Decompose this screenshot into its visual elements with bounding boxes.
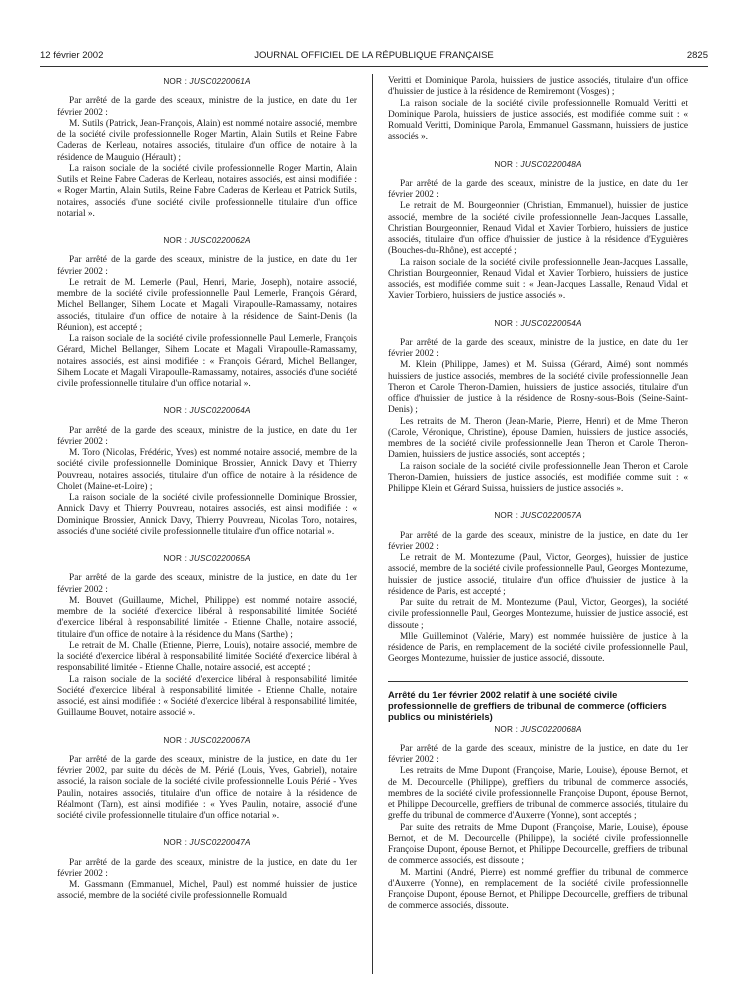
nor-reference	[57, 76, 357, 87]
nor-code: JUSC0220054A	[520, 318, 582, 328]
decree-paragraph: La raison sociale de la société civile professionnelle Roger Martin, Alain Sutils et Reine Fabre Caderas de Kerleau, notaires associés, est ainsi modifiée : « Roger Martin, Alain Sutils, Reine Fabre Caderas de Kerleau et Patrick Sutils, notaires, associés d'une société civile professionnelle titulaire d'un office notarial ».	[57, 163, 357, 219]
nor-label: NOR :	[163, 406, 188, 416]
decree-notice	[57, 837, 357, 902]
decree-notice	[388, 159, 688, 303]
nor-label: NOR :	[494, 511, 519, 521]
decree-paragraph: Par arrêté de la garde des sceaux, ministre de la justice, en date du 1er février 2002 :	[57, 255, 357, 277]
nor-reference	[57, 837, 357, 848]
nor-label: NOR :	[163, 838, 188, 848]
nor-label: NOR :	[163, 554, 188, 563]
nor-label: NOR :	[163, 735, 188, 745]
decree-paragraph: Mlle Guilleminot (Valérie, Mary) est nommée huissière de justice à la résidence de Paris, en remplacement de la société civile professionnelle Paul, Georges Montezume, huissier de justice associé, dissoute.	[388, 631, 688, 665]
nor-reference	[57, 235, 357, 246]
nor-reference	[57, 553, 357, 564]
right-column	[388, 76, 688, 928]
decree-paragraph: Le retrait de M. Bourgeonnier (Christian, Emmanuel), huissier de justice associé, membre de la société civile professionnelle Jean-Jacques Lassalle, Christian Bourgeonnier, Renaud Vidal et Xavier Torbiero, huissiers de justice associés, titulaire d'un office d'huissier de justice à la résidence d'Eyguières (Bouches-du-Rhône), est accepté ;	[388, 201, 688, 257]
decree-paragraph: La raison sociale de la société civile professionnelle Paul Lemerle, François Gérard, Michel Bellanger, Sihem Locate et Magali Virapoulle-Ramassamy, notaires associés, est ainsi modifiée : « François Gérard, Michel Bellanger, Sihem Locate et Magali Virapoulle-Ramassamy, notaires, associés d'une société civile professionnelle titulaire d'un office notarial ».	[57, 334, 357, 389]
notices-before-title	[388, 159, 688, 666]
continuation-text	[388, 76, 688, 144]
decree-notice	[388, 318, 688, 496]
nor-reference	[388, 724, 688, 735]
decree-paragraph: M. Klein (Philippe, James) et M. Suissa (Gérard, Aimé) sont nommés huissiers de justice associés, membres de la société civile professionnelle Jean Theron et Carole Theron-Damien, huissiers de justice associés, titulaire d'un office d'huissier de justice à la résidence de Rosny-sous-Bois (Seine-Saint-Denis) ;	[388, 360, 688, 416]
decree-paragraph: M. Bouvet (Guillaume, Michel, Philippe) est nommé notaire associé, membre de la société d'exercice libéral à responsabilité limitée Société d'exercice libéral à responsabilité limitée - Etienne Challe, notaire associé, titulaire d'un office de notaire à la résidence du Mans (Sarthe) ;	[57, 595, 357, 640]
nor-code: JUSC0220061A	[189, 77, 251, 86]
decree-paragraph: Veritti et Dominique Parola, huissiers de justice associés, titulaire d'un office d'huissier de justice à la résidence de Remiremont (Vosges) ;	[388, 76, 688, 98]
nor-reference	[388, 318, 688, 329]
nor-code: JUSC0220065A	[189, 554, 251, 563]
decree-paragraph: Par suite du retrait de M. Montezume (Paul, Victor, Georges), la société civile professionnelle Paul, Georges Montezume, huissier de justice associé, est dissoute ;	[388, 598, 688, 631]
decree-paragraph: Par arrêté de la garde des sceaux, ministre de la justice, en date du 1er février 2002, par suite du décès de M. Périé (Louis, Yves, Gabriel), notaire associé, la raison sociale de la société civile professionnelle Louis Périé - Yves Paulin, notaires associés, titulaire d'un office de notaire à la résidence de Réalmont (Tarn), est ainsi modifiée : « Yves Paulin, notaire, associé d'une société civile professionnelle titulaire d'un office notarial ».	[57, 754, 357, 821]
decree-paragraph: Par arrêté de la garde des sceaux, ministre de la justice, en date du 1er février 2002 :	[57, 96, 357, 118]
decree-paragraph: Par arrêté de la garde des sceaux, ministre de la justice, en date du 1er février 2002 :	[57, 573, 357, 595]
nor-reference	[388, 159, 688, 170]
nor-label: NOR :	[494, 159, 519, 169]
nor-label: NOR :	[494, 724, 519, 734]
decree-notice	[57, 76, 357, 220]
nor-label: NOR :	[494, 318, 519, 328]
decree-paragraph: La raison sociale de la société civile professionnelle Jean Theron et Carole Theron-Damien, huissiers de justice associés, est modifiée comme suit : « Philippe Klein et Gérard Suissa, huissiers de justice associés ».	[388, 461, 688, 494]
decree-paragraph: Le retrait de M. Montezume (Paul, Victor, Georges), huissier de justice associé, membre de la société civile professionnelle Paul, Georges Montezume, huissier de justice associé, titulaire d'un office d'huissier de justice à la résidence de Paris, est accepté ;	[388, 553, 688, 597]
decree-paragraph: Le retrait de M. Challe (Etienne, Pierre, Louis), notaire associé, membre de la société d'exercice libéral à responsabilité limitée Société d'exercice libéral à responsabilité limitée - Etienne Challe, notaire associé, est accepté ;	[57, 640, 357, 674]
decree-paragraph: M. Toro (Nicolas, Frédéric, Yves) est nommé notaire associé, membre de la société civile professionnelle Dominique Brossier, Annick Davy et Thierry Pouvreau, notaires associés, titulaire d'un office de notaire à la résidence de Cholet (Maine-et-Loire) ;	[57, 448, 357, 492]
left-column	[57, 76, 357, 918]
decree-paragraph: Par suite des retraits de Mme Dupont (Françoise, Marie, Louise), épouse Bernot, et de M. Decourcelle (Philippe), la société civile professionnelle Françoise Dupont, épouse Bernot, et Philippe Decourcelle, greffiers de tribunal de commerce associés, est dissoute ;	[388, 822, 688, 867]
nor-code: JUSC0220057A	[520, 511, 582, 521]
decree-paragraph: Par arrêté de la garde des sceaux, ministre de la justice, en date du 1er février 2002 :	[388, 337, 688, 359]
page-number: 2825	[686, 50, 708, 61]
nor-reference	[57, 735, 357, 746]
nor-code: JUSC0220067A	[189, 735, 251, 745]
nor-label: NOR :	[163, 77, 188, 86]
decree-notice	[388, 510, 688, 665]
decree-paragraph: La raison sociale de la société civile professionnelle Romuald Veritti et Dominique Parola, huissiers de justice associés, est modifiée comme suit : « Romuald Veritti, Dominique Parola, Emmanuel Gassmann, huissiers de justice associés ».	[388, 98, 688, 143]
decree-paragraph: La raison sociale de la société civile professionnelle Jean-Jacques Lassalle, Christian Bourgeonnier, Renaud Vidal et Xavier Torbiero, huissiers de justice associés, est modifiée comme suit : « Jean-Jacques Lassalle, Renaud Vidal et Xavier Torbiero, huissiers de justice associés ».	[388, 257, 688, 302]
nor-code: JUSC0220064A	[189, 406, 251, 416]
decree-paragraph: M. Martini (André, Pierre) est nommé greffier du tribunal de commerce d'Auxerre (Yonne), en remplacement de la société civile professionnelle Françoise Dupont, épouse Bernot, et Philippe Decourcelle, greffiers de tribunal de commerce associés, dissoute.	[388, 867, 688, 912]
decree-notice	[388, 724, 688, 913]
decree-notice	[57, 405, 357, 538]
nor-reference	[57, 405, 357, 416]
column-divider	[372, 74, 373, 974]
decree-paragraph: M. Gassmann (Emmanuel, Michel, Paul) est nommé huissier de justice associé, membre de la société civile professionnelle Romuald	[57, 880, 357, 902]
decree-paragraph: Par arrêté de la garde des sceaux, ministre de la justice, en date du 1er février 2002 :	[388, 743, 688, 765]
decree-paragraph: Par arrêté de la garde des sceaux, ministre de la justice, en date du 1er février 2002 :	[57, 857, 357, 879]
nor-reference	[388, 510, 688, 521]
decree-notice	[57, 735, 357, 823]
decree-notice	[57, 235, 357, 390]
nor-code: JUSC0220068A	[520, 724, 582, 734]
issue-date: 12 février 2002	[40, 50, 104, 61]
decree-notice	[57, 553, 357, 720]
decree-paragraph: Le retrait de M. Lemerle (Paul, Henri, Marie, Joseph), notaire associé, membre de la société civile professionnelle Paul Lemerle, François Gérard, Michel Bellanger, Sihem Locate et Magali Virapoulle-Ramassamy, notaires associés, titulaire d'un office de notaire à la résidence de Saint-Denis (la Réunion), est accepté ;	[57, 277, 357, 333]
page-header	[40, 50, 708, 64]
decree-paragraph: La raison sociale de la société d'exercice libéral à responsabilité limitée Société d'exercice libéral à responsabilité limitée - Etienne Challe, notaire associé, est ainsi modifiée : « Société d'exercice libéral à responsabilité limitée, Guillaume Bouvet, notaire associé ».	[57, 674, 357, 719]
nor-code: JUSC0220062A	[189, 236, 251, 245]
notices-after-title	[388, 724, 688, 913]
journal-title: JOURNAL OFFICIEL DE LA RÉPUBLIQUE FRANÇAISE	[254, 50, 494, 61]
section-title: Arrêté du 1er février 2002 relatif à une société civile professionnelle de greffiers de tribunal de commerce (officiers publics ou ministériels)	[388, 688, 667, 722]
decree-paragraph: Les retraits de Mme Dupont (Françoise, Marie, Louise), épouse Bernot, et de M. Decourcelle (Philippe), greffiers du tribunal de commerce associés, membres de la société civile professionnelle Françoise Dupont, épouse Bernot, et Philippe Decourcelle, greffiers de tribunal de commerce associés, titulaire du greffe du tribunal de commerce d'Auxerre (Yonne), sont acceptés ;	[388, 766, 688, 822]
nor-label: NOR :	[163, 236, 188, 245]
nor-code: JUSC0220048A	[520, 159, 582, 169]
decree-paragraph: Les retraits de M. Theron (Jean-Marie, Pierre, Henri) et de Mme Theron (Carole, Véronique, Christine), épouse Damien, huissiers de justice associés, membres de la société civile professionnelle Jean Theron et Carole Theron-Damien, huissiers de justice associés, sont acceptés ;	[388, 416, 688, 461]
decree-paragraph: La raison sociale de la société civile professionnelle Dominique Brossier, Annick Davy et Thierry Pouvreau, notaires associés, est ainsi modifiée : « Dominique Brossier, Annick Davy, Thierry Pouvreau, Nicolas Toro, notaires, associés d'une société civile professionnelle titulaire d'un office notarial ».	[57, 493, 357, 537]
decree-paragraph: M. Sutils (Patrick, Jean-François, Alain) est nommé notaire associé, membre de la société civile professionnelle Roger Martin, Alain Sutils et Reine Fabre Caderas de Kerleau, notaires associés, titulaire d'un office de notaire à la résidence de Mauguio (Hérault) ;	[57, 118, 357, 163]
decree-paragraph: Par arrêté de la garde des sceaux, ministre de la justice, en date du 1er février 2002 :	[388, 530, 688, 552]
decree-paragraph: Par arrêté de la garde des sceaux, ministre de la justice, en date du 1er février 2002 :	[388, 178, 688, 200]
section-rule	[388, 681, 688, 682]
decree-paragraph: Par arrêté de la garde des sceaux, ministre de la justice, en date du 1er février 2002 :	[57, 425, 357, 447]
nor-code: JUSC0220047A	[189, 838, 251, 848]
header-rule	[40, 66, 708, 67]
